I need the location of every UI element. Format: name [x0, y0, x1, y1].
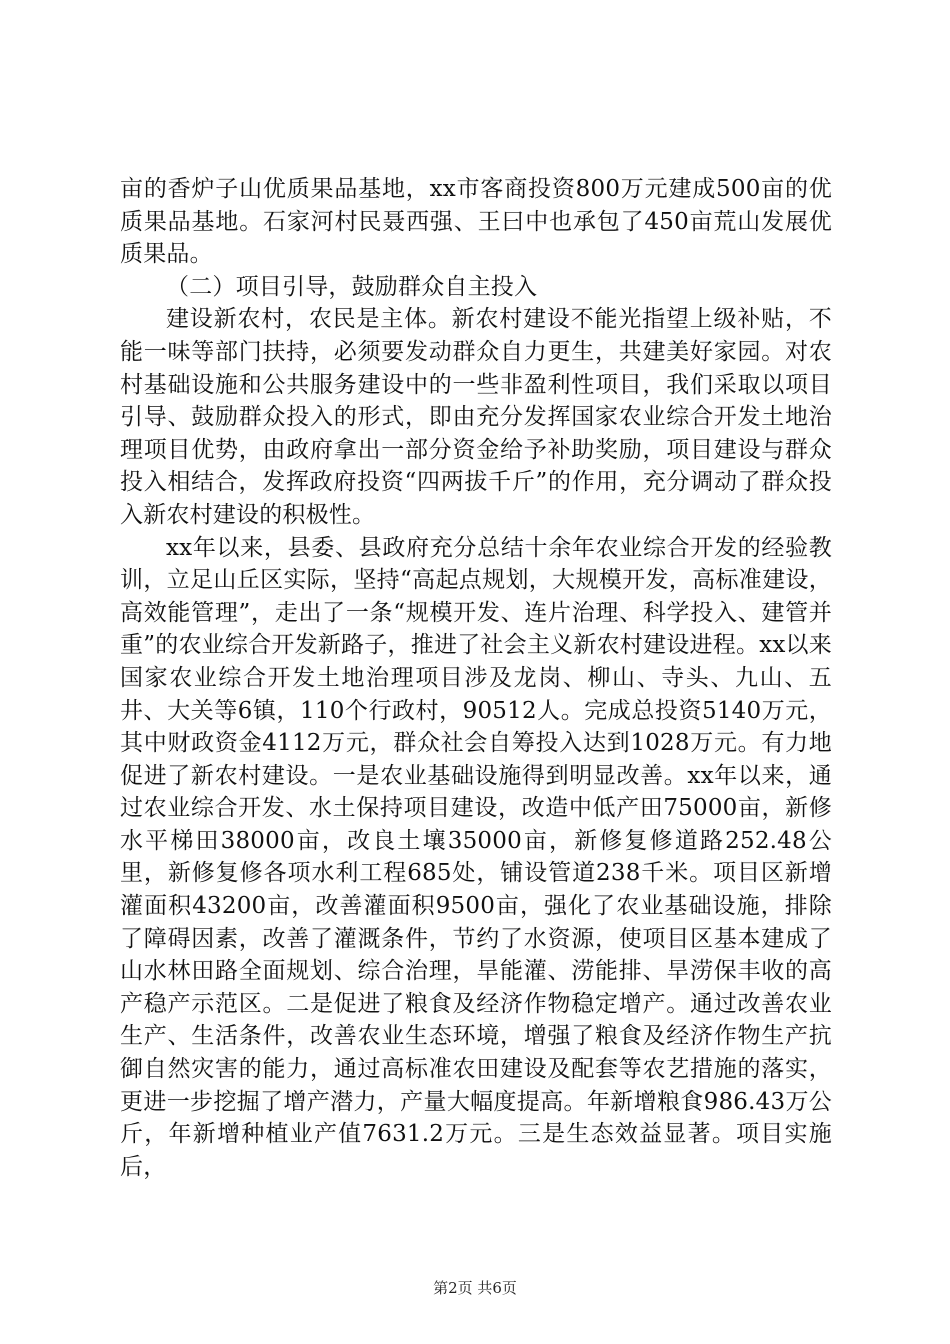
- section-heading: （二）项目引导，鼓励群众自主投入: [166, 273, 538, 300]
- document-body: [120, 173, 832, 1183]
- paragraph: 建设新农村，农民是主体。新农村建设不能光指望上级补贴，不能一味等部门扶持，必须要发动群众自力更生，共建美好家园。对农村基础设施和公共服务建设中的一些非盈利性项目，我们采取以项目引导、鼓励群众投入的形式，即由充分发挥国家农业综合开发土地治理项目优势，由政府拿出一部分资金给予补助奖励，项目建设与群众投入相结合，发挥政府投资“四两拔千斤”的作用，充分调动了群众投入新农村建设的积极性。: [120, 306, 832, 528]
- paragraph-continued: 亩的香炉子山优质果品基地，xx市客商投资800万元建成500亩的优质果品基地。石家河村民聂西强、王曰中也承包了450亩荒山发展优质果品。: [120, 176, 832, 268]
- paragraph: xx年以来，县委、县政府充分总结十余年农业综合开发的经验教训，立足山丘区实际，坚持“高起点规划，大规模开发，高标准建设，高效能管理”，走出了一条“规模开发、连片治理、科学投入、建管并重”的农业综合开发新路子，推进了社会主义新农村建设进程。xx以来国家农业综合开发土地治理项目涉及龙岗、柳山、寺头、九山、五井、大关等6镇，110个行政村，90512人。完成总投资5140万元，其中财政资金4112万元，群众社会自筹投入达到1028万元。有力地促进了新农村建设。一是农业基础设施得到明显改善。xx年以来，通过农业综合开发、水土保持项目建设，改造中低产田75000亩，新修水平梯田38000亩，改良土壤35000亩，新修复修道路252.48公里，新修复修各项水利工程685处，铺设管道238千米。项目区新增灌面积43200亩，改善灌面积9500亩，强化了农业基础设施，排除了障碍因素，改善了灌溉条件，节约了水资源，使项目区基本建成了山水林田路全面规划、综合治理，旱能灌、涝能排、旱涝保丰收的高产稳产示范区。二是促进了粮食及经济作物稳定增产。通过改善农业生产、生活条件，改善农业生态环境，增强了粮食及经济作物生产抗御自然灾害的能力，通过高标准农田建设及配套等农艺措施的落实，更进一步挖掘了增产潜力，产量大幅度提高。年新增粮食986.43万公斤，年新增种植业产值7631.2万元。三是生态效益显著。项目实施后，: [120, 534, 832, 1180]
- page-footer: 第2页 共6页: [433, 1279, 517, 1297]
